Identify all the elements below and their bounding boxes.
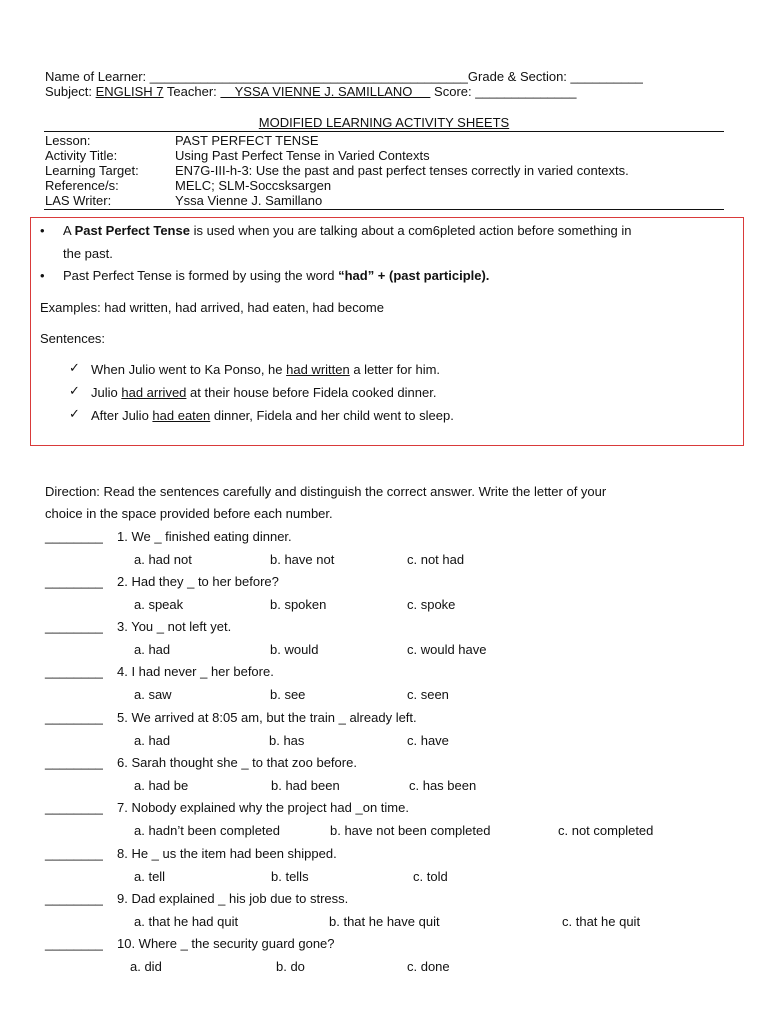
- choice-a: a. tell: [134, 869, 166, 884]
- sentence-pre: After Julio: [91, 408, 153, 423]
- example-sentence: [91, 362, 440, 377]
- subject-value: ENGLISH 7: [95, 84, 164, 99]
- choice-b: b. have not been completed: [330, 823, 491, 838]
- subject-line: [45, 84, 576, 99]
- bullet-icon: •: [40, 268, 45, 283]
- sentence-post: dinner, Fidela and her child went to sleep.: [210, 408, 454, 423]
- sentence-verb: had eaten: [152, 408, 211, 423]
- answer-blank[interactable]: ________: [45, 574, 103, 589]
- info-value-lesson: PAST PERFECT TENSE: [175, 133, 319, 148]
- choice-a: a. had not: [134, 552, 192, 567]
- answer-blank[interactable]: ________: [45, 755, 103, 770]
- info-value-activity-title: Using Past Perfect Tense in Varied Contexts: [175, 148, 430, 163]
- bullet-icon: •: [40, 223, 45, 238]
- choice-c: c. that he quit: [562, 914, 641, 929]
- question-text: 6. Sarah thought she _ to that zoo before.: [117, 755, 357, 770]
- info-label-activity-title: Activity Title:: [45, 148, 118, 163]
- grade-section-blank[interactable]: __________: [570, 69, 643, 84]
- choice-a: a. hadn’t been completed: [134, 823, 280, 838]
- direction-line-2: choice in the space provided before each number.: [45, 506, 333, 521]
- score-blank[interactable]: ______________: [475, 84, 577, 99]
- definition-continuation: the past.: [63, 246, 113, 261]
- answer-blank[interactable]: ________: [45, 891, 103, 906]
- info-value-learning-target: EN7G-III-h-3: Use the past and past perfect tenses correctly in varied contexts.: [175, 163, 629, 178]
- choice-a: a. had be: [134, 778, 189, 793]
- choice-b: b. would: [270, 642, 319, 657]
- answer-blank[interactable]: ________: [45, 664, 103, 679]
- answer-blank[interactable]: ________: [45, 710, 103, 725]
- sentence-pre: When Julio went to Ka Ponso, he: [91, 362, 287, 377]
- info-label-lesson: Lesson:: [45, 133, 91, 148]
- choice-c: c. done: [407, 959, 450, 974]
- learner-name-label: Name of Learner:: [45, 69, 147, 84]
- answer-blank[interactable]: ________: [45, 800, 103, 815]
- formation-line: [63, 265, 489, 287]
- question-text: 2. Had they _ to her before?: [117, 574, 279, 589]
- subject-label: Subject:: [45, 84, 92, 99]
- choice-a: a. did: [130, 959, 162, 974]
- checkmark-icon: ✓: [69, 406, 80, 421]
- info-label-learning-target: Learning Target:: [45, 163, 139, 178]
- info-value-references: MELC; SLM-Soccsksargen: [175, 178, 332, 193]
- choice-b: b. that he have quit: [329, 914, 440, 929]
- choice-c: c. not had: [407, 552, 465, 567]
- question-text: 4. I had never _ her before.: [117, 664, 274, 679]
- divider-bottom: [44, 209, 724, 210]
- answer-blank[interactable]: ________: [45, 529, 103, 544]
- answer-blank[interactable]: ________: [45, 936, 103, 951]
- sentences-label: Sentences:: [40, 331, 106, 346]
- sentence-post: a letter for him.: [349, 362, 441, 377]
- sentence-verb: had written: [286, 362, 350, 377]
- question-text: 5. We arrived at 8:05 am, but the train _ already left.: [117, 710, 417, 725]
- teacher-label: Teacher:: [166, 84, 217, 99]
- formation-rule: “had” + (past participle).: [338, 268, 490, 283]
- choice-b: b. tells: [271, 869, 309, 884]
- example-sentence: [91, 408, 454, 423]
- answer-blank[interactable]: ________: [45, 846, 103, 861]
- choice-b: b. has: [269, 733, 305, 748]
- learner-name-line: [45, 69, 643, 84]
- sentence-verb: had arrived: [121, 385, 187, 400]
- choice-a: a. saw: [134, 687, 172, 702]
- choice-c: c. has been: [409, 778, 477, 793]
- divider-top: [44, 131, 724, 132]
- direction-line-1: Direction: Read the sentences carefully and distinguish the correct answer. Write the letter of your: [45, 484, 607, 499]
- info-label-las-writer: LAS Writer:: [45, 193, 112, 208]
- definition-line: [63, 220, 632, 242]
- choice-b: b. see: [270, 687, 306, 702]
- question-text: 10. Where _ the security guard gone?: [117, 936, 335, 951]
- definition-post: is used when you are talking about a com6pleted action before something in: [189, 223, 632, 238]
- grade-section-label: Grade & Section:: [467, 69, 567, 84]
- question-text: 3. You _ not left yet.: [117, 619, 232, 634]
- question-text: 1. We _ finished eating dinner.: [117, 529, 292, 544]
- info-value-las-writer: Yssa Vienne J. Samillano: [175, 193, 323, 208]
- sheet-title: MODIFIED LEARNING ACTIVITY SHEETS: [258, 115, 510, 130]
- checkmark-icon: ✓: [69, 383, 80, 398]
- choice-c: c. spoke: [407, 597, 456, 612]
- choice-b: b. had been: [271, 778, 340, 793]
- learner-name-blank[interactable]: ____________________________________________: [149, 69, 468, 84]
- choice-c: c. told: [413, 869, 448, 884]
- checkmark-icon: ✓: [69, 360, 80, 375]
- choice-b: b. spoken: [270, 597, 327, 612]
- choice-c: c. seen: [407, 687, 449, 702]
- question-text: 7. Nobody explained why the project had _on time.: [117, 800, 409, 815]
- score-label: Score:: [434, 84, 472, 99]
- question-text: 9. Dad explained _ his job due to stress.: [117, 891, 349, 906]
- choice-a: a. had: [134, 733, 171, 748]
- choice-b: b. have not: [270, 552, 335, 567]
- info-label-references: Reference/s:: [45, 178, 119, 193]
- answer-blank[interactable]: ________: [45, 619, 103, 634]
- choice-b: b. do: [276, 959, 305, 974]
- definition-pre: A: [63, 223, 75, 238]
- choice-c: c. would have: [407, 642, 487, 657]
- choice-a: a. that he had quit: [134, 914, 239, 929]
- question-text: 8. He _ us the item had been shipped.: [117, 846, 337, 861]
- example-sentence: [91, 385, 436, 400]
- choice-a: a. speak: [134, 597, 184, 612]
- choice-c: c. not completed: [558, 823, 654, 838]
- examples-line: Examples: had written, had arrived, had eaten, had become: [40, 300, 384, 315]
- sentence-pre: Julio: [91, 385, 122, 400]
- definition-term: Past Perfect Tense: [74, 223, 190, 238]
- teacher-value: YSSA VIENNE J. SAMILLANO: [220, 84, 431, 99]
- choice-a: a. had: [134, 642, 171, 657]
- choice-c: c. have: [407, 733, 449, 748]
- sentence-post: at their house before Fidela cooked dinner.: [186, 385, 437, 400]
- formation-pre: Past Perfect Tense is formed by using the word: [63, 268, 339, 283]
